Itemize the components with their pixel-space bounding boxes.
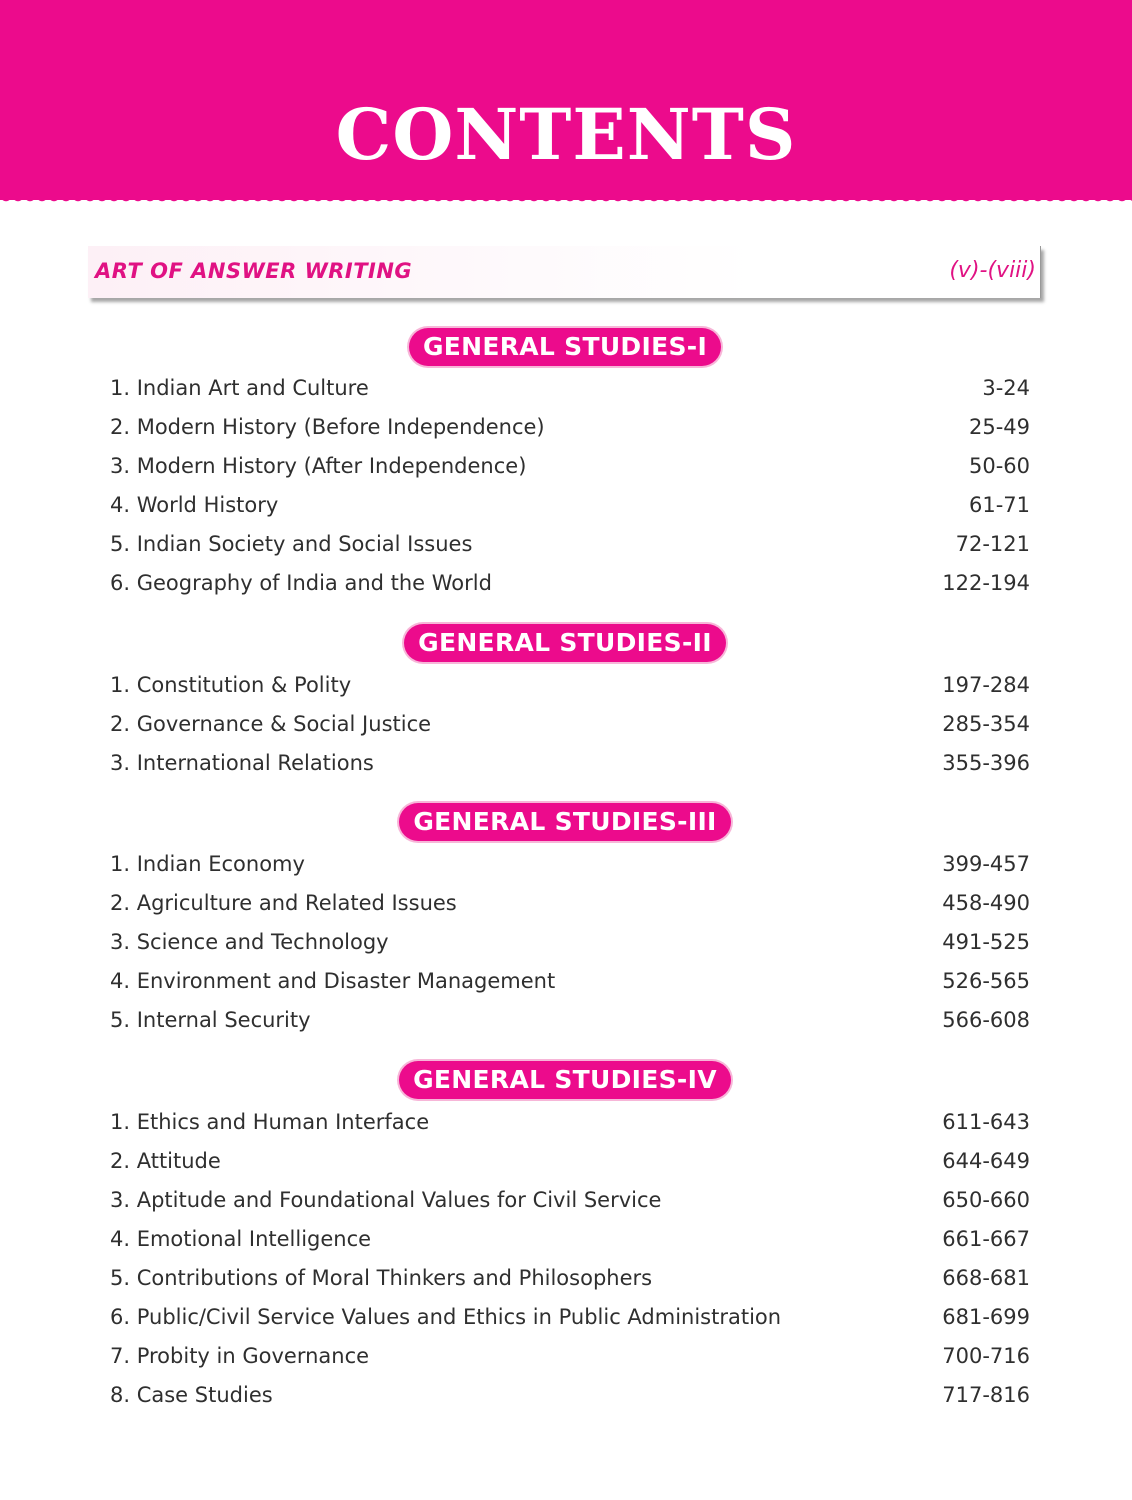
toc-entry [110, 1302, 1030, 1332]
toc-entry-title: 1. Indian Art and Culture [110, 376, 369, 400]
toc-entry-pages: 700-716 [942, 1344, 1030, 1368]
toc-entry [110, 1341, 1030, 1371]
toc-entry [110, 1185, 1030, 1215]
toc-entry-title: 2. Attitude [110, 1149, 221, 1173]
banner-scalloped-edge [0, 196, 1132, 206]
toc-entry [110, 1263, 1030, 1293]
toc-entry [110, 568, 1030, 598]
page-title: CONTENTS [335, 93, 797, 176]
toc-entry [110, 888, 1030, 918]
toc-entry-pages: 197-284 [942, 673, 1030, 697]
toc-entry-pages: 491-525 [942, 930, 1030, 954]
toc-entry-pages: 644-649 [942, 1149, 1030, 1173]
toc-entry [110, 709, 1030, 739]
toc-entry-title: 2. Agriculture and Related Issues [110, 891, 457, 915]
toc-entry [110, 670, 1030, 700]
toc-entry [110, 849, 1030, 879]
section-heading-gs4: GENERAL STUDIES-IV [399, 1061, 731, 1099]
toc-entry [110, 748, 1030, 778]
toc-entry [110, 451, 1030, 481]
toc-entry-pages: 50-60 [968, 454, 1030, 478]
toc-entry [110, 412, 1030, 442]
toc-entry-title: 4. Emotional Intelligence [110, 1227, 372, 1251]
toc-entry [110, 1224, 1030, 1254]
toc-entry [110, 1005, 1030, 1035]
toc-entry-pages: 355-396 [942, 751, 1030, 775]
toc-entry [110, 1146, 1030, 1176]
toc-entry-pages: 61-71 [968, 493, 1030, 517]
toc-entry [110, 1380, 1030, 1410]
toc-entry-title: 1. Indian Economy [110, 852, 305, 876]
toc-entry [110, 529, 1030, 559]
toc-entry-title: 5. Internal Security [110, 1008, 311, 1032]
toc-entry-pages: 661-667 [942, 1227, 1030, 1251]
intro-entry [88, 246, 1041, 298]
section-heading-gs2: GENERAL STUDIES-II [404, 624, 726, 662]
toc-entry [110, 373, 1030, 403]
toc-entry-title: 2. Modern History (Before Independence) [110, 415, 545, 439]
toc-entry-pages: 566-608 [942, 1008, 1030, 1032]
toc-entry-title: 1. Ethics and Human Interface [110, 1110, 430, 1134]
section-heading-gs1: GENERAL STUDIES-I [409, 328, 721, 366]
toc-entry [110, 490, 1030, 520]
toc-entry-pages: 668-681 [942, 1266, 1030, 1290]
toc-entry-title: 4. World History [110, 493, 279, 517]
toc-entry-pages: 681-699 [942, 1305, 1030, 1329]
toc-entry-title: 2. Governance & Social Justice [110, 712, 432, 736]
toc-entry-pages: 25-49 [968, 415, 1030, 439]
toc-entry-pages: 3-24 [982, 376, 1030, 400]
toc-entry [110, 927, 1030, 957]
intro-entry-pages: (v)-(viii) [949, 258, 1036, 283]
toc-entry-title: 5. Contributions of Moral Thinkers and Philosophers [110, 1266, 653, 1290]
toc-entry-pages: 458-490 [942, 891, 1030, 915]
toc-entry-pages: 611-643 [942, 1110, 1030, 1134]
toc-entry-title: 3. International Relations [110, 751, 374, 775]
toc-entry-title: 3. Modern History (After Independence) [110, 454, 527, 478]
toc-entry-title: 3. Science and Technology [110, 930, 389, 954]
toc-entry-title: 6. Public/Civil Service Values and Ethics in Public Administration [110, 1305, 782, 1329]
toc-entry-pages: 399-457 [942, 852, 1030, 876]
toc-entry-pages: 526-565 [942, 969, 1030, 993]
toc-entry [110, 966, 1030, 996]
toc-entry-title: 5. Indian Society and Social Issues [110, 532, 473, 556]
toc-entry-title: 1. Constitution & Polity [110, 673, 352, 697]
intro-entry-title: ART OF ANSWER WRITING [95, 259, 413, 283]
toc-entry-pages: 717-816 [942, 1383, 1030, 1407]
toc-entry-title: 7. Probity in Governance [110, 1344, 370, 1368]
toc-entry-title: 4. Environment and Disaster Management [110, 969, 556, 993]
section-heading-gs3: GENERAL STUDIES-III [399, 803, 731, 841]
toc-entry-pages: 122-194 [942, 571, 1030, 595]
toc-entry-title: 3. Aptitude and Foundational Values for Civil Service [110, 1188, 662, 1212]
toc-entry-pages: 285-354 [942, 712, 1030, 736]
toc-entry-title: 8. Case Studies [110, 1383, 273, 1407]
toc-entry [110, 1107, 1030, 1137]
toc-entry-title: 6. Geography of India and the World [110, 571, 492, 595]
toc-entry-pages: 650-660 [942, 1188, 1030, 1212]
toc-entry-pages: 72-121 [955, 532, 1030, 556]
